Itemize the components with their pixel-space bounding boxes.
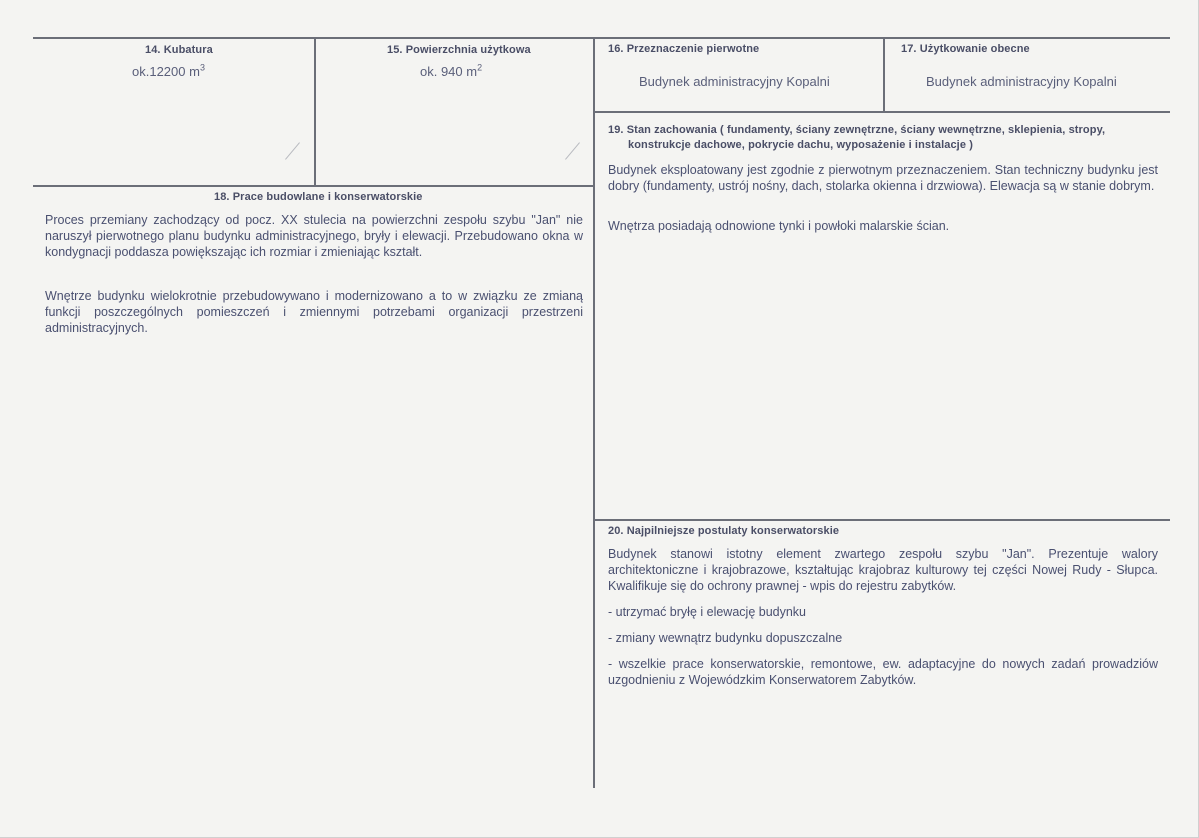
field-17-label: 17. Użytkowanie obecne	[901, 43, 1030, 55]
field-18-label: 18. Prace budowlane i konserwatorskie	[214, 191, 423, 203]
field-19-label-line-2: konstrukcje dachowe, pokrycie dachu, wyposażenie i instalacje )	[628, 139, 973, 151]
field-16-label: 16. Przeznaczenie pierwotne	[608, 43, 760, 55]
field-18-paragraph-2: Wnętrze budynku wielokrotnie przebudowywano i modernizowano a to w związku ze zmianą funkcji poszczególnych pomieszczeń i zmiennymi potrzebami organizacji przestrzeni administracyjnych.	[45, 289, 583, 335]
field-20-bullet-2: - zmiany wewnątrz budynku dopuszczalne	[608, 631, 843, 645]
field-19-paragraph-1: Budynek eksploatowany jest zgodnie z pierwotnym przeznaczeniem. Stan techniczny budynku jest dobry (fundamenty, ustrój nośny, dach, stolarka okienna i drzwiowa). Elewacja są w stanie dobrym.	[608, 163, 1158, 193]
field-18-paragraph-1: Proces przemiany zachodzący od pocz. XX stulecia na powierzchni zespołu szybu "Jan" nie naruszył pierwotnego planu budynku administracyjnego, bryły i elewacji. Przebudowano okna w kondygnacji poddasza powiększając ich rozmiar i zmieniając kształt.	[45, 213, 583, 259]
field-14-exponent: 3	[199, 62, 205, 73]
field-15-label: 15. Powierzchnia użytkowa	[387, 44, 531, 56]
field-19-label-line-1: 19. Stan zachowania ( fundamenty, ściany zewnętrzne, ściany wewnętrzne, sklepienia, stropy,	[608, 124, 1106, 136]
field-20-bullet-3: - wszelkie prace konserwatorskie, remontowe, ew. adaptacyjne do nowych zadań prowadziów uzgodnieniu z Wojewódzkim Konserwatorem Zabytków.	[608, 657, 1158, 687]
field-20-label: 20. Najpilniejsze postulaty konserwatorskie	[608, 525, 840, 537]
field-15-text: ok. 940 m	[420, 64, 478, 79]
field-14-text: ok.12200 m	[132, 64, 200, 79]
field-17-value: Budynek administracyjny Kopalni	[926, 74, 1117, 89]
field-16-value: Budynek administracyjny Kopalni	[639, 74, 830, 89]
field-20-paragraph-1: Budynek stanowi istotny element zwartego zespołu szybu "Jan". Prezentuje walory architektoniczne i krajobrazowe, kształtując krajobraz kulturowy tej części Nowej Rudy - Słupca. Kwalifikuje się do ochrony prawnej - wpis do rejestru zabytków.	[608, 547, 1158, 593]
field-15-exponent: 2	[477, 62, 483, 73]
field-14-label: 14. Kubatura	[145, 44, 213, 56]
field-19-paragraph-2: Wnętrza posiadają odnowione tynki i powłoki malarskie ścian.	[608, 219, 950, 233]
field-20-bullet-1: - utrzymać bryłę i elewację budynku	[608, 605, 806, 619]
